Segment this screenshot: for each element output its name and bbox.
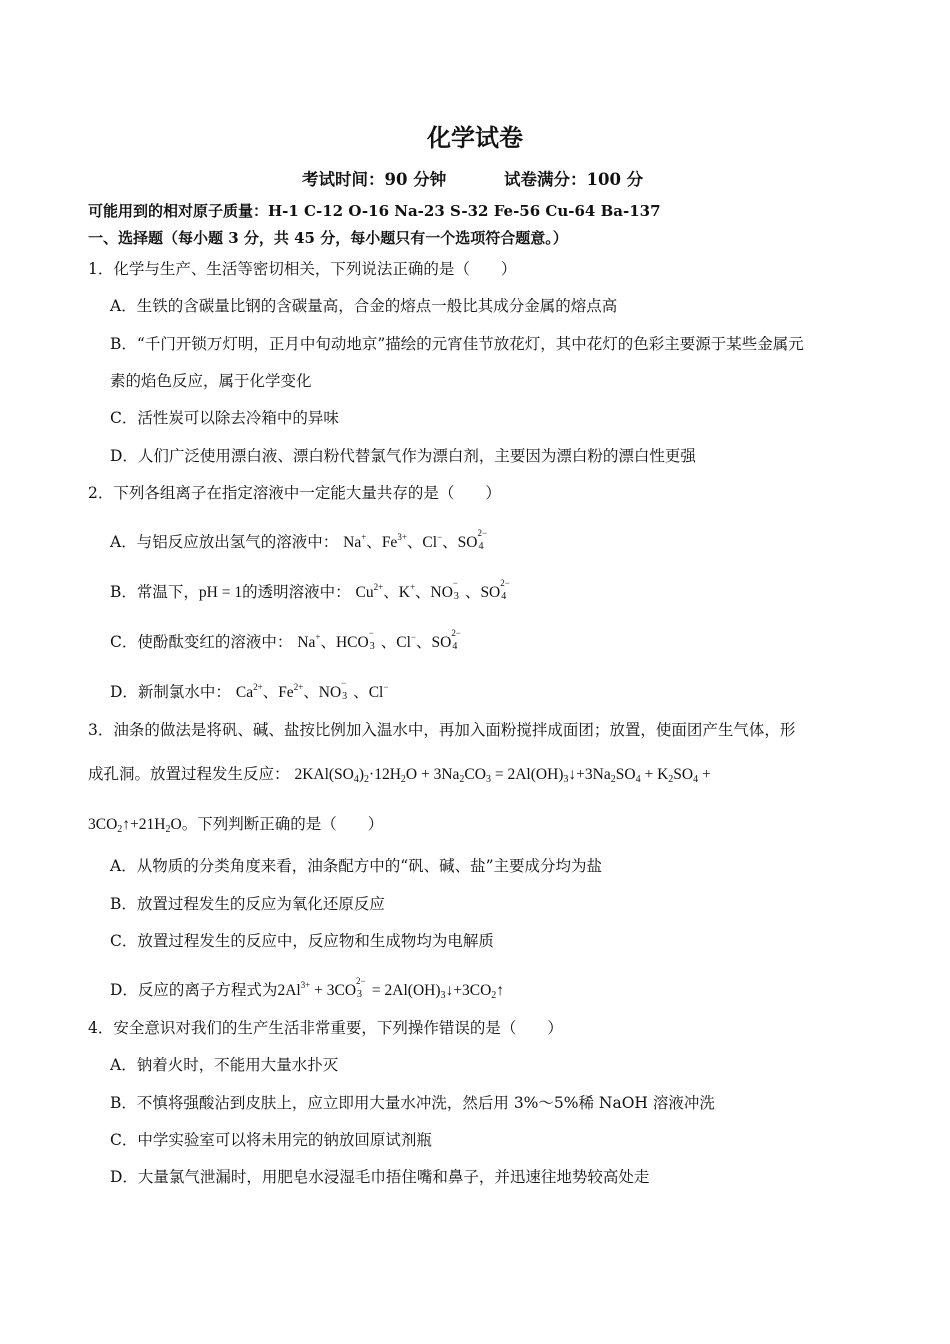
separator: 、 — [383, 583, 399, 601]
q3-option-d-text: D．反应的离子方程式为 — [110, 981, 278, 999]
separator: 、 — [380, 633, 397, 651]
separator: 、 — [406, 533, 423, 551]
reaction-equation-cont: $3CO_2↑+21H_2O$ — [88, 816, 182, 835]
q1-option-b-line1: B．“千门开锁万灯明，正月中旬动地京”描绘的元宵佳节放花灯，其中花灯的色彩主要源于某些金属元 — [110, 335, 804, 353]
separator: 、 — [415, 583, 431, 601]
separator: 、 — [353, 683, 369, 701]
exam-time: 考试时间：90 分钟 — [302, 170, 447, 189]
ion-formula: Cl− — [396, 632, 416, 651]
separator: 、 — [366, 533, 382, 551]
q3-stem-line2 — [88, 764, 711, 790]
ion-formula: $Fe^{2+}$ — [278, 682, 304, 701]
ion-formula: $Ca^{2+}$ — [235, 682, 263, 701]
q2-stem: 2．下列各组离子在指定溶液中一定能大量共存的是（ ） — [88, 484, 501, 502]
exam-score: 试卷满分：100 分 — [504, 170, 644, 189]
q1-stem: 1．化学与生产、生活等密切相关，下列说法正确的是（ ） — [88, 260, 517, 278]
separator: 、 — [464, 583, 481, 601]
reaction-equation: $2KAl(SO_4)_2\cdot 12H_2O + 3Na_2CO_3$ = $2Al(OH)_3↓+3Na_2SO_4 + K_2SO_4$ + — [294, 766, 711, 785]
q3-option-c: C．放置过程发生的反应中，反应物和生成物均为电解质 — [110, 932, 494, 950]
q3-option-d — [110, 975, 504, 1006]
ion-formula: HCO − 3 — [335, 628, 375, 652]
q1-option-b-line2: 素的焰色反应，属于化学变化 — [110, 372, 312, 390]
q1-option-a: A．生铁的含碳量比钢的含碳量高，合金的熔点一般比其成分金属的熔点高 — [110, 297, 618, 315]
q4-option-b: B．不慎将强酸沾到皮肤上，应立即用大量水冲洗，然后用 3%～5%稀 NaOH 溶液冲洗 — [110, 1094, 715, 1112]
q3-stem-line1: 3．油条的做法是将矾、碱、盐按比例加入温水中，再加入面粉搅拌成面团；放置，使面团产生气体，形 — [88, 721, 796, 739]
q2-option-a-text: A．与铝反应放出氢气的溶液中： — [110, 533, 339, 551]
ph-value: pH = 1 — [198, 584, 243, 601]
q3-stem-text: 成孔洞。放置过程发生反应： — [88, 765, 290, 783]
q4-option-c: C．中学实验室可以将未用完的钠放回原试剂瓶 — [110, 1131, 432, 1149]
q4-option-a: A．钠着火时，不能用大量水扑灭 — [110, 1056, 339, 1074]
q3-option-b: B．放置过程发生的反应为氧化还原反应 — [110, 895, 385, 913]
ion-formula: $Fe^{3+}$ — [381, 532, 407, 551]
q3-stem-line3 — [88, 814, 383, 840]
section-heading: 一、选择题（每小题 3 分，共 45 分，每小题只有一个选项符合题意。） — [88, 229, 568, 247]
separator: 、 — [262, 683, 279, 701]
q2-option-c-text: C．使酚酞变红的溶液中： — [110, 633, 293, 651]
q2-option-d-text: D．新制氯水中： — [110, 683, 231, 701]
ion-formula: NO − 3 — [430, 578, 459, 602]
separator: 、 — [442, 533, 458, 551]
ion-formula: Cl− — [422, 532, 443, 551]
ionic-equation: $2Al^{3+} + 3CO$ 2− 3 = $2Al(OH)_3↓+3CO_2↑$ — [277, 976, 505, 1001]
separator: 、 — [415, 633, 432, 651]
q1-option-d: D．人们广泛使用漂白液、漂白粉代替氯气作为漂白剂，主要因为漂白粉的漂白性更强 — [110, 447, 696, 465]
ion-formula: $Cu^{2+}$ — [355, 582, 384, 601]
ion-formula: SO 2− 4 — [457, 528, 488, 552]
separator: 、 — [303, 683, 319, 701]
ion-formula: SO 2− 4 — [431, 628, 461, 652]
q2-option-b — [110, 577, 512, 603]
ion-formula: Na+ — [343, 532, 367, 551]
q2-option-d — [110, 677, 388, 703]
q1-option-c: C．活性炭可以除去冷箱中的异味 — [110, 409, 339, 427]
q2-option-b-text: B．常温下， — [110, 583, 199, 601]
ion-formula: Cl− — [368, 682, 389, 701]
q4-option-d: D．大量氯气泄漏时，用肥皂水浸湿毛巾捂住嘴和鼻子，并迅速往地势较高处走 — [110, 1168, 650, 1186]
q3-stem-text: 。下列判断正确的是（ ） — [181, 815, 384, 833]
ion-formula: NO − 3 — [318, 678, 348, 702]
atomic-masses: 可能用到的相对原子质量：H-1 C-12 O-16 Na-23 S-32 Fe-56 Cu-64 Ba-137 — [88, 202, 661, 220]
q3-option-a: A．从物质的分类角度来看，油条配方中的“矾、碱、盐”主要成分均为盐 — [110, 857, 603, 875]
ion-formula: Na+ — [297, 632, 321, 651]
separator: 、 — [320, 633, 336, 651]
q2-option-c — [110, 627, 463, 653]
ion-formula: SO 2− 4 — [480, 578, 510, 602]
q4-stem: 4．安全意识对我们的生产生活非常重要，下列操作错误的是（ ） — [88, 1019, 563, 1037]
page-title: 化学试卷 — [427, 123, 523, 152]
q2-option-b-text2: 的透明溶液中： — [242, 583, 351, 601]
ion-formula: K+ — [398, 582, 416, 601]
q2-option-a — [110, 527, 489, 553]
